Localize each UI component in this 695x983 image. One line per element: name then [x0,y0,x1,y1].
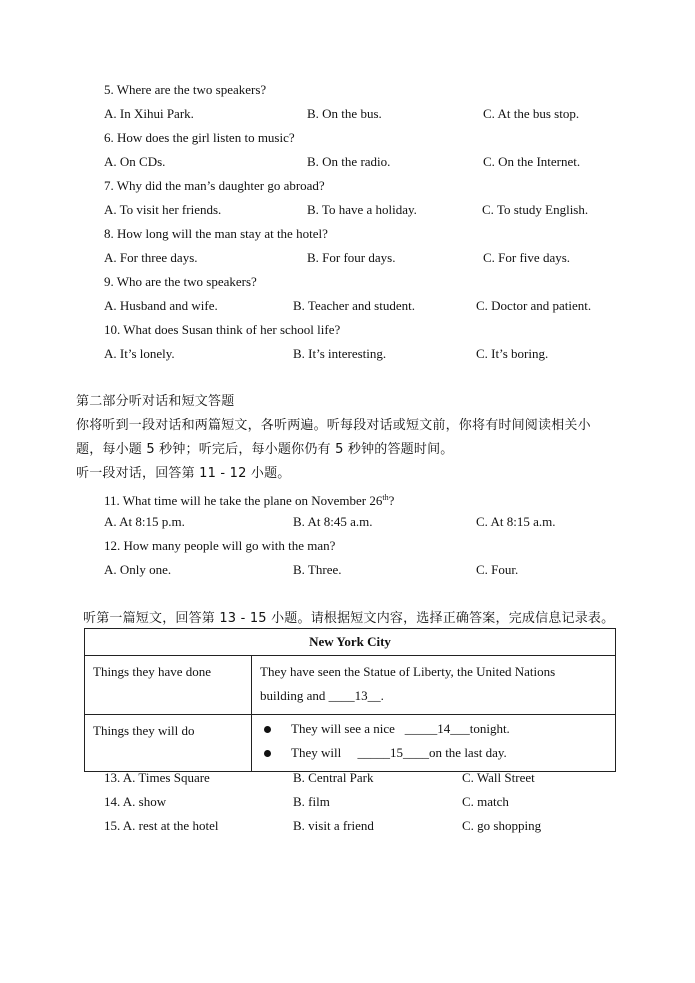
q9-option-b: B. Teacher and student. [293,298,415,313]
question-12-stem: 12. How many people will go with the man? [104,538,336,553]
q8-option-a: A. For three days. [104,250,198,265]
q13-option-a: 13. A. Times Square [104,770,210,785]
row1-line2: building and ____13__. [260,688,384,703]
blank-15: _____15____ [357,745,429,760]
q12-option-b: B. Three. [293,562,342,577]
question-11-stem: 11. What time will he take the plane on November 26th? [104,493,395,508]
blank-13: ____13__ [328,688,381,703]
question-9-stem: 9. Who are the two speakers? [104,274,257,289]
q14-option-b: B. film [293,794,330,809]
q10-option-c: C. It’s boring. [476,346,549,361]
bullet-icon [264,750,271,757]
q14-option-a: 14. A. show [104,794,167,809]
blank-14: _____14___ [404,721,470,736]
row2-label: Things they will do [85,715,252,772]
q6-option-b: B. On the radio. [307,154,391,169]
row1-label: Things they have done [85,656,252,715]
q9-option-a: A. Husband and wife. [104,298,218,313]
q7-option-b: B. To have a holiday. [307,202,417,217]
question-6-stem: 6. How does the girl listen to music? [104,130,295,145]
q6-option-c: C. On the Internet. [483,154,581,169]
q7-option-a: A. To visit her friends. [104,202,222,217]
q15-option-a: 15. A. rest at the hotel [104,818,219,833]
q11-option-a: A. At 8:15 p.m. [104,514,185,529]
row1-content [252,656,616,715]
table-title: New York City [85,629,616,656]
q5-option-b: B. On the bus. [307,106,382,121]
q10-option-b: B. It’s interesting. [293,346,387,361]
bullet-icon [264,726,271,733]
row2-content [252,715,616,772]
question-10-stem: 10. What does Susan think of her school life? [104,322,341,337]
q6-option-a: A. On CDs. [104,154,166,169]
q8-option-b: B. For four days. [307,250,396,265]
q12-option-a: A. Only one. [104,562,172,577]
q11-option-c: C. At 8:15 a.m. [476,514,556,529]
question-5-stem: 5. Where are the two speakers? [104,82,267,97]
q10-option-a: A. It’s lonely. [104,346,175,361]
q13-option-c: C. Wall Street [462,770,535,785]
q15-option-b: B. visit a friend [293,818,374,833]
row2-bullet-1: They will see a nice _____14___tonight. [260,717,607,741]
dialog-instruction: 听一段对话，回答第 11 - 12 小题。 [76,466,291,481]
row1-line1: They have seen the Statue of Liberty, the United Nations [260,664,556,679]
q14-option-c: C. match [462,794,509,809]
part2-title: 第二部分听对话和短文答题 [76,394,235,409]
q12-option-c: C. Four. [476,562,519,577]
q8-option-c: C. For five days. [483,250,571,265]
q15-option-c: C. go shopping [462,818,542,833]
question-8-stem: 8. How long will the man stay at the hotel? [104,226,328,241]
row2-bullet-2: They will _____15____on the last day. [260,741,607,765]
q7-option-c: C. To study English. [482,202,589,217]
part2-instruction-line1: 你将听到一段对话和两篇短文，各听两遍。听每段对话或短文前，你将有时间阅读相关小 [76,418,591,433]
info-record-table [84,628,616,772]
q11-option-b: B. At 8:45 a.m. [293,514,373,529]
q13-option-b: B. Central Park [293,770,374,785]
part2-instruction-line2: 题，每小题 5 秒钟；听完后，每小题你仍有 5 秒钟的答题时间。 [76,442,454,457]
question-7-stem: 7. Why did the man’s daughter go abroad? [104,178,325,193]
q9-option-c: C. Doctor and patient. [476,298,592,313]
q5-option-c: C. At the bus stop. [483,106,580,121]
passage-instruction: 听第一篇短文，回答第 13 - 15 小题。请根据短文内容，选择正确答案，完成信息记录表。 [83,611,615,626]
q5-option-a: A. In Xihui Park. [104,106,194,121]
